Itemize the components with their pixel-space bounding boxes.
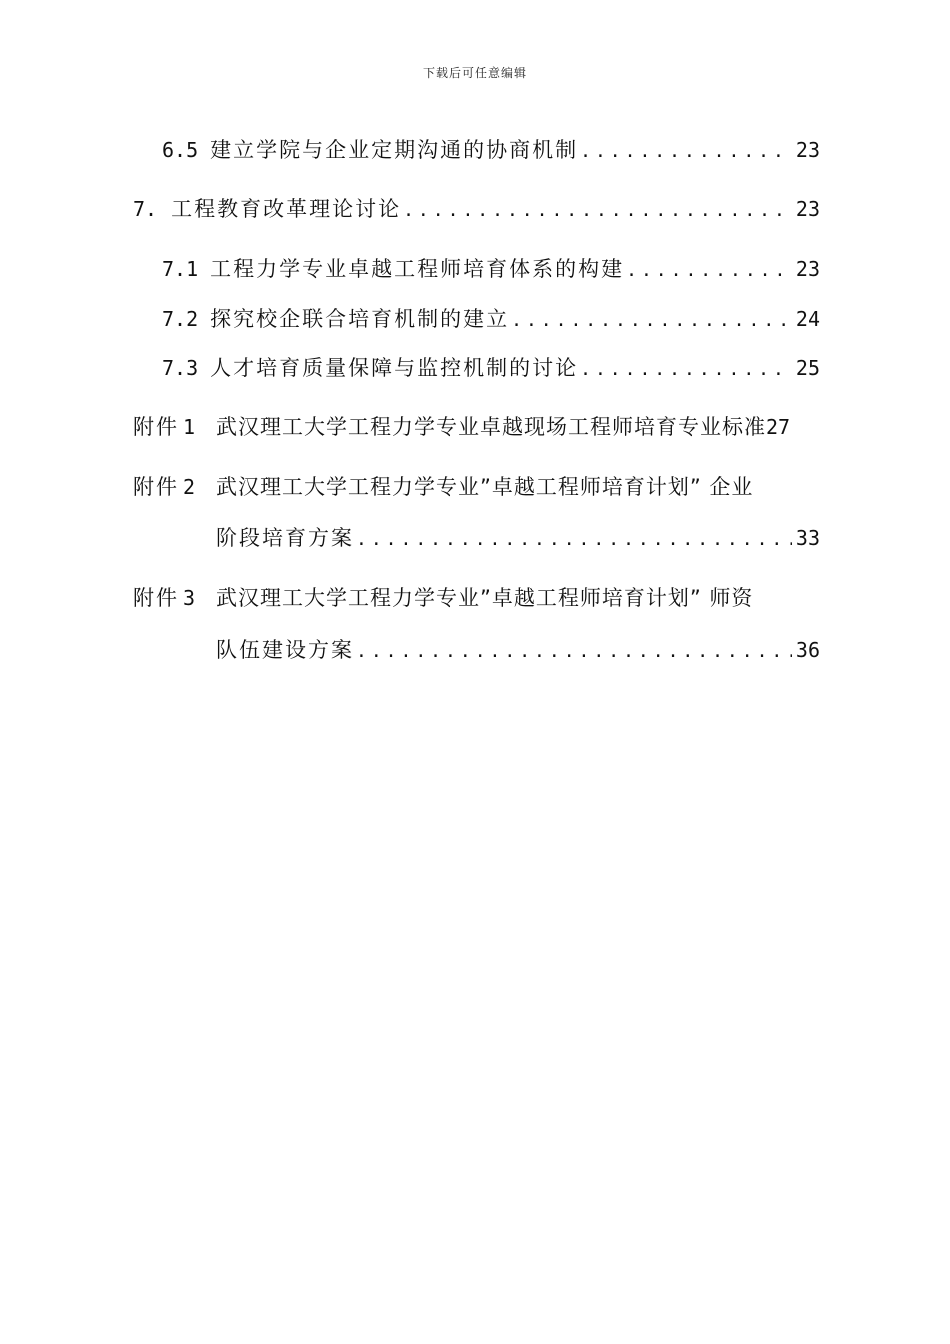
toc-leader-dots xyxy=(580,137,792,167)
toc-entry-page: 23 xyxy=(795,138,820,162)
toc-entry-title: 工程力学专业卓越工程师培育体系的构建 xyxy=(210,257,625,281)
appendix-entry-line1[interactable] xyxy=(216,472,820,502)
toc-entry-title: 人才培育质量保障与监控机制的讨论 xyxy=(210,356,579,380)
toc-entry-number: 7.1 xyxy=(162,257,199,281)
toc-entry-page: 24 xyxy=(795,307,820,331)
appendix-page: 27 xyxy=(766,415,791,439)
toc-entry[interactable] xyxy=(133,194,820,226)
appendix-entry[interactable] xyxy=(216,412,820,442)
appendix-entry-line1[interactable] xyxy=(216,583,820,613)
appendix-page: 33 xyxy=(795,526,820,550)
toc-entry-page: 25 xyxy=(795,356,820,380)
toc-entry[interactable] xyxy=(162,254,820,286)
toc-leader-dots xyxy=(626,256,792,286)
toc-entry-title: 工程教育改革理论讨论 xyxy=(171,197,402,221)
toc-entry-title: 建立学院与企业定期沟通的协商机制 xyxy=(210,138,579,162)
appendix-title: 武汉理工大学工程力学专业”卓越工程师培育计划” 师资 xyxy=(216,586,754,610)
appendix-entry-line2[interactable] xyxy=(216,635,820,667)
toc-entry-page: 23 xyxy=(795,257,820,281)
toc-entry-number: 7.3 xyxy=(162,356,199,380)
appendix-entry-line2[interactable] xyxy=(216,523,820,555)
toc-entry-title: 探究校企联合培育机制的建立 xyxy=(210,307,510,331)
toc-entry-page: 23 xyxy=(795,197,820,221)
appendix-page: 36 xyxy=(795,638,820,662)
toc-leader-dots xyxy=(356,525,792,555)
appendix-title-continued: 阶段培育方案 xyxy=(216,526,354,550)
toc-leader-dots xyxy=(403,196,792,226)
toc-entry-number: 7.2 xyxy=(162,307,199,331)
appendix-title-continued: 队伍建设方案 xyxy=(216,638,354,662)
appendix-title: 武汉理工大学工程力学专业”卓越工程师培育计划” 企业 xyxy=(216,475,754,499)
appendix-label: 附件 3 xyxy=(133,586,198,610)
toc-entry[interactable] xyxy=(162,353,820,385)
appendix-title: 武汉理工大学工程力学专业卓越现场工程师培育专业标准 xyxy=(216,415,766,439)
appendix-label: 附件 1 xyxy=(133,415,198,439)
toc-leader-dots xyxy=(511,306,792,336)
toc-entry[interactable] xyxy=(162,304,820,336)
toc-leader-dots xyxy=(356,637,792,667)
page-header: 下载后可任意编辑 xyxy=(422,66,527,80)
appendix-label: 附件 2 xyxy=(133,475,198,499)
toc-entry-number: 7. xyxy=(133,197,158,221)
toc-entry-number: 6.5 xyxy=(162,138,199,162)
toc-entry[interactable] xyxy=(162,135,820,167)
toc-leader-dots xyxy=(580,355,792,385)
